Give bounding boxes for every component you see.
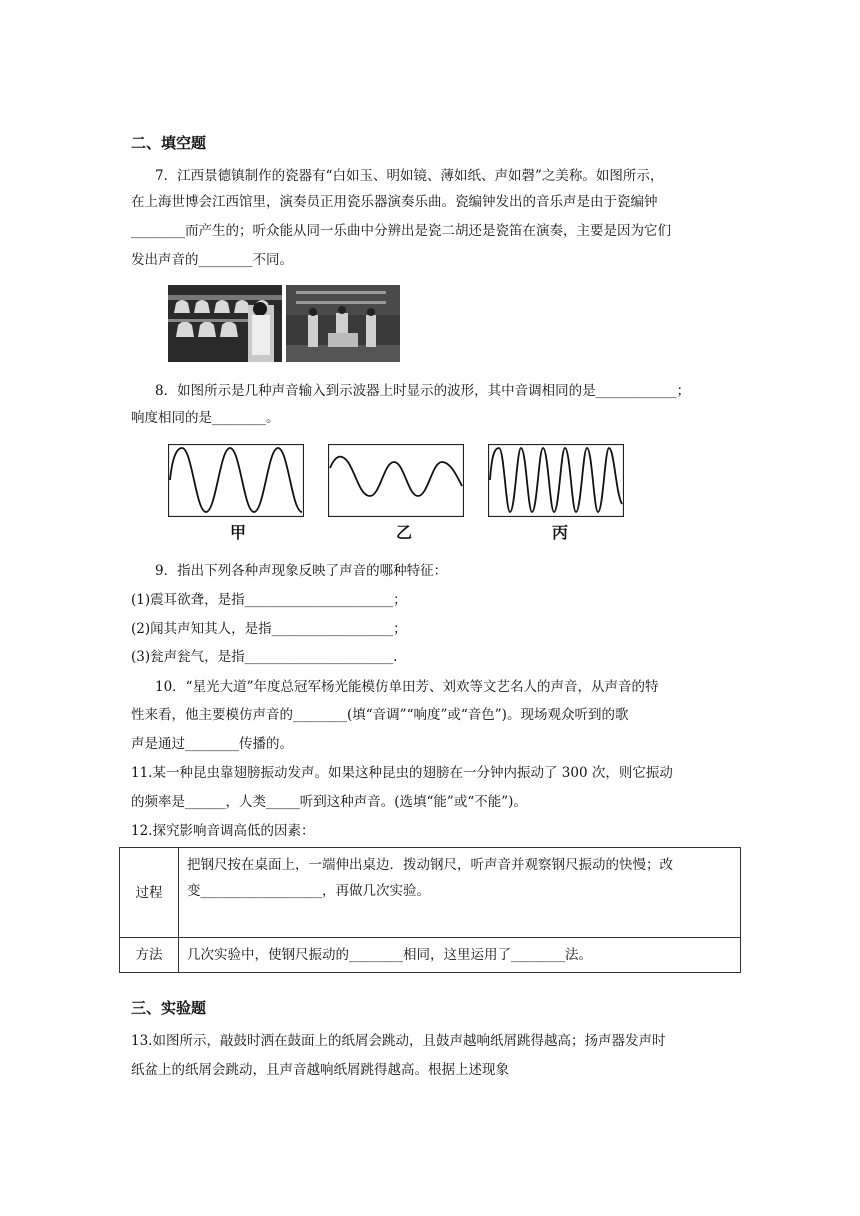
process-line-1: 把钢尺按在桌面上，一端伸出桌边．拨动钢尺，听声音并观察钢尺振动的快慢；改 [187, 857, 673, 873]
q8-line-2: 响度相同的是________。 [131, 410, 280, 426]
waveform-yi-curve [330, 457, 462, 496]
label-bing: 丙 [552, 523, 569, 542]
table-head-method: 方法 [120, 938, 179, 973]
waveform-bing-curve [490, 448, 622, 512]
process-line-2: 变__________________，再做几次实验。 [187, 883, 430, 899]
q9-line-2: (1)震耳欲聋，是指______________________； [131, 592, 407, 608]
waveform-yi [328, 444, 464, 517]
waveform-bing [488, 444, 624, 517]
q12-table [119, 847, 741, 973]
waveform-jia [168, 444, 304, 517]
q7-line-1: 7．江西景德镇制作的瓷器有“白如玉、明如镜、薄如纸、声如磬”之美称。如图所示， [155, 168, 664, 184]
table-cell-method: 几次实验中，使钢尺振动的________相同，这里运用了________法。 [179, 938, 741, 973]
q7-line-2: 在上海世博会江西馆里，演奏员正用瓷乐器演奏乐曲。瓷编钟发出的音乐声是由于瓷编钟 [131, 194, 658, 210]
q10-line-1: 10．“星光大道”年度总冠军杨光能模仿单田芳、刘欢等文艺名人的声音，从声音的特 [155, 679, 659, 695]
q9-line-1: 9．指出下列各种声现象反映了声音的哪种特征： [155, 563, 448, 579]
q10-line-2: 性来看，他主要模仿声音的________(填“音调”“响度”或“音色”)。现场观众听到的歌 [131, 707, 629, 723]
label-jia: 甲 [230, 523, 247, 542]
table-cell-process [179, 848, 741, 938]
q7-line-4: 发出声音的________不同。 [131, 252, 293, 268]
q7-line-3: ________而产生的；听众能从同一乐曲中分辨出是瓷二胡还是瓷笛在演奏，主要是因为它们 [131, 223, 671, 239]
q11-line-2: 的频率是______，人类_____听到这种声音。(选填“能”或“不能”)。 [131, 794, 527, 810]
q11-line-1: 11.某一种昆虫靠翅膀振动发声。如果这种昆虫的翅膀在一分钟内振动了 300 次，则它振动 [131, 765, 673, 781]
q9-line-4: (3)瓮声瓮气，是指______________________. [131, 649, 398, 665]
q12-line-1: 12.探究影响音调高低的因素： [131, 823, 315, 839]
ceramic-orchestra-photo [286, 285, 400, 362]
section-title-fill: 二、填空题 [131, 134, 207, 152]
q13-line-2: 纸盆上的纸屑会跳动，且声音越响纸屑跳得越高。根据上述现象 [131, 1062, 509, 1078]
ceramic-bells-photo [168, 285, 282, 362]
section-title-experiment: 三、实验题 [131, 999, 207, 1017]
label-yi: 乙 [396, 523, 413, 542]
q13-line-1: 13.如图所示，敲鼓时洒在鼓面上的纸屑会跳动，且鼓声越响纸屑跳得越高；扬声器发声时 [131, 1033, 666, 1049]
table-head-process: 过程 [120, 848, 179, 938]
q8-line-1: 8．如图所示是几种声音输入到示波器上时显示的波形，其中音调相同的是____________； [155, 383, 691, 399]
waveform-jia-curve [170, 448, 302, 512]
q9-line-3: (2)闻其声知其人，是指__________________； [131, 621, 407, 637]
q10-line-3: 声是通过________传播的。 [131, 736, 293, 752]
